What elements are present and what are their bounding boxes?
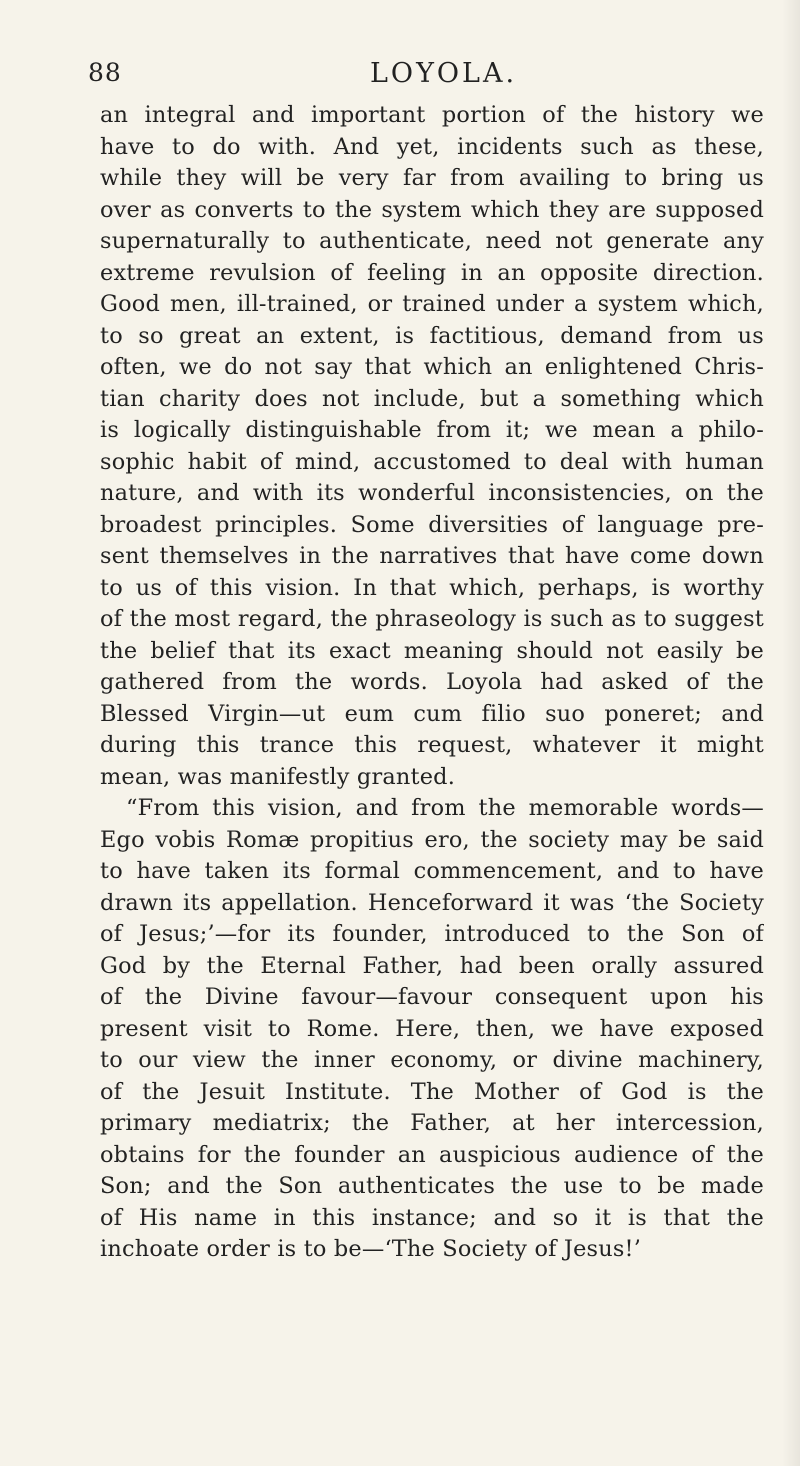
text-line: during this trance this request, whatever it might — [100, 732, 764, 758]
text-line: to have taken its formal commencement, and to have — [100, 858, 764, 884]
text-line: primary mediatrix; the Father, at her intercession, — [100, 1110, 764, 1136]
text-line: often, we do not say that which an enlightened Chris- — [100, 354, 764, 380]
text-line: Son; and the Son authenticates the use to be made — [100, 1173, 764, 1199]
text-line: over as converts to the system which they are supposed — [100, 196, 764, 223]
text-line: Blessed Virgin—ut eum cum filio suo poneret; and — [100, 700, 764, 727]
text-line: to us of this vision. In that which, perhaps, is worthy — [100, 574, 764, 601]
text-line: extreme revulsion of feeling in an opposite direction. — [100, 259, 764, 286]
paragraph-end-line: inchoate order is to be—‘The Society of Jesus!’ — [100, 1236, 642, 1262]
text-line: supernaturally to authenticate, need not generate any — [100, 228, 764, 254]
running-title: LOYOLA. — [370, 58, 518, 89]
text-line: have to do with. And yet, incidents such as these, — [100, 133, 764, 160]
body-text — [100, 100, 764, 1266]
text-line: of the Jesuit Institute. The Mother of God is the — [100, 1078, 764, 1105]
text-line: obtains for the founder an auspicious audience of the — [100, 1141, 764, 1168]
page-number: 88 — [88, 58, 122, 87]
page-header — [88, 58, 728, 98]
paragraph-end-line: mean, was manifestly granted. — [100, 763, 456, 790]
text-line: tian charity does not include, but a something which — [100, 385, 764, 412]
text-line: to our view the inner economy, or divine machinery, — [100, 1047, 764, 1073]
text-line: gathered from the words. Loyola had asked of the — [100, 669, 764, 695]
text-line: to so great an extent, is factitious, demand from us — [100, 322, 764, 349]
text-line: nature, and with its wonderful inconsistencies, on the — [100, 480, 764, 506]
text-line: of the most regard, the phraseology is such as to suggest — [100, 606, 764, 632]
text-line: sophic habit of mind, accustomed to deal with human — [100, 448, 764, 475]
text-line: broadest principles. Some diversities of language pre- — [100, 511, 764, 538]
paragraph-start-line: “From this vision, and from the memorable words— — [126, 795, 764, 821]
text-line: present visit to Rome. Here, then, we have exposed — [100, 1015, 764, 1042]
text-line: sent themselves in the narratives that have come down — [100, 543, 764, 569]
text-line: is logically distinguishable from it; we mean a philo- — [100, 417, 764, 443]
text-line: an integral and important portion of the history we — [100, 102, 764, 128]
page-edge-shadow — [782, 0, 800, 1466]
text-line: Good men, ill-trained, or trained under a system which, — [100, 291, 764, 317]
text-line: of the Divine favour—favour consequent upon his — [100, 984, 764, 1010]
text-line: Ego vobis Romæ propitius ero, the society may be said — [100, 826, 764, 853]
text-line: of Jesus;’—for its founder, introduced to the Son of — [100, 921, 764, 947]
text-line: drawn its appellation. Henceforward it was ‘the Society — [100, 889, 764, 916]
text-line: of His name in this instance; and so it is that the — [100, 1204, 764, 1231]
text-line: the belief that its exact meaning should not easily be — [100, 637, 764, 664]
text-line: God by the Eternal Father, had been orally assured — [100, 952, 764, 979]
text-line: while they will be very far from availing to bring us — [100, 165, 764, 191]
